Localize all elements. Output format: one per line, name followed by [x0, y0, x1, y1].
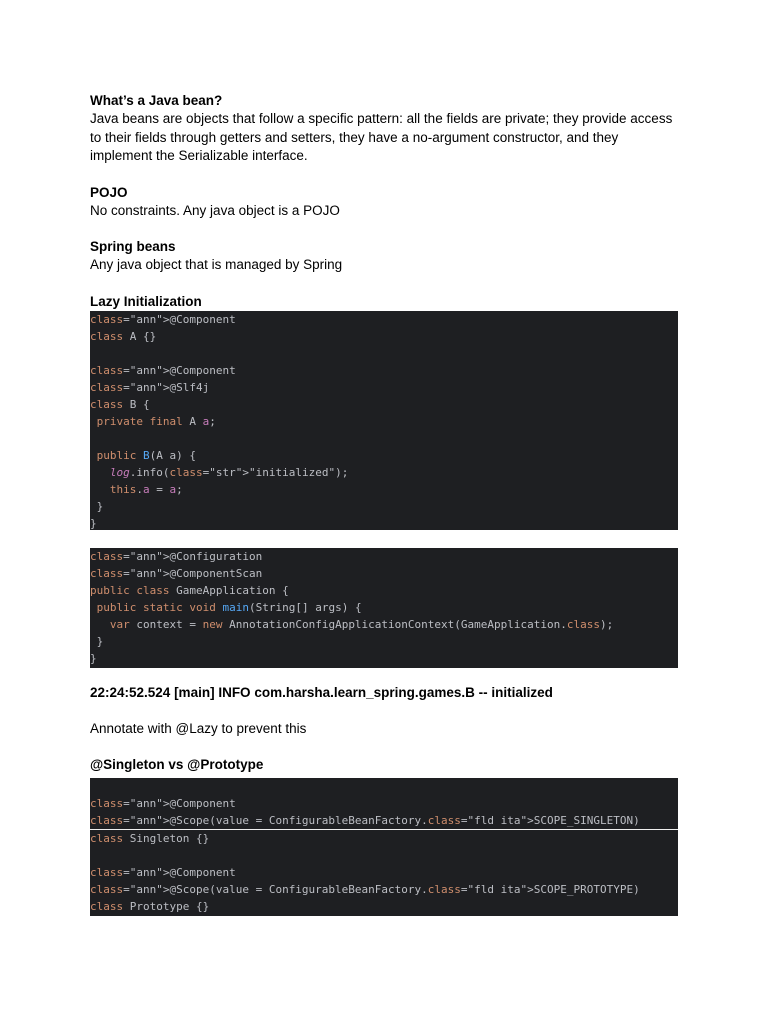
code-line: class Singleton {} [90, 832, 210, 845]
code-line: log.info(class="str">"initialized"); [109, 465, 349, 479]
section-body-java-bean: Java beans are objects that follow a specific pattern: all the fields are private; they provide access to their fields through getters and setters, they have a no-argument constructor, and they implement the Serializable interface. [90, 111, 673, 163]
code-line: var context = new AnnotationConfigApplicationContext(GameApplication.class); [109, 617, 614, 631]
code-block-application [90, 548, 678, 668]
log-output-line: 22:24:52.524 [main] INFO com.harsha.learn_spring.games.B -- initialized [90, 684, 553, 700]
code-line: class A {} [90, 329, 157, 343]
section-body-pojo: No constraints. Any java object is a POJO [90, 202, 340, 218]
code-line: this.a = a; [109, 482, 183, 496]
code-line: } [90, 516, 97, 530]
code-line: class="ann">@Component [90, 797, 236, 810]
code-line: private final A a; [96, 414, 216, 428]
section-title-scope: @Singleton vs @Prototype [90, 757, 264, 772]
code-block-beans [90, 311, 678, 530]
code-line: class="ann">@Scope(value = ConfigurableBeanFactory.class="fld ita">SCOPE_PROTOTYPE) [90, 883, 640, 896]
code-line: class="ann">@Component [90, 866, 236, 879]
code-line [90, 847, 678, 864]
section-body-spring-beans: Any java object that is managed by Spring [90, 257, 343, 272]
code-line: } [90, 651, 97, 665]
code-line: public class GameApplication { [90, 583, 289, 597]
code-line: class="ann">@Component [90, 363, 236, 377]
lazy-note: Annotate with @Lazy to prevent this [90, 720, 307, 736]
section-pojo [90, 184, 678, 221]
document-page [90, 92, 678, 916]
code-line: class="ann">@Component [90, 312, 236, 326]
code-line: public B(A a) { [96, 448, 196, 462]
code-line: class="ann">@Configuration [90, 549, 263, 563]
code-line: class B { [90, 397, 150, 411]
section-title-lazy: Lazy Initialization [90, 293, 202, 309]
section-title-pojo: POJO [90, 184, 128, 200]
code-line: public static void main(String[] args) { [96, 600, 362, 614]
code-line: class="ann">@Scope(value = ConfigurableBeanFactory.class="fld ita">SCOPE_SINGLETON) [90, 814, 640, 827]
code-line [90, 430, 678, 447]
code-line: } [90, 499, 104, 513]
code-line: class="ann">@ComponentScan [90, 566, 263, 580]
section-lazy [90, 293, 678, 739]
code-line: class Prototype {} [90, 900, 210, 913]
code-line: class="ann">@Slf4j [90, 380, 210, 394]
code-line [90, 778, 678, 795]
section-spring-beans [90, 238, 678, 275]
code-block-scopes [90, 778, 678, 916]
section-title-java-bean: What’s a Java bean? [90, 93, 223, 108]
section-title-spring-beans: Spring beans [90, 239, 176, 254]
section-scope [90, 756, 678, 916]
code-line [90, 345, 678, 362]
code-line: } [90, 634, 104, 648]
section-java-bean [90, 92, 678, 166]
